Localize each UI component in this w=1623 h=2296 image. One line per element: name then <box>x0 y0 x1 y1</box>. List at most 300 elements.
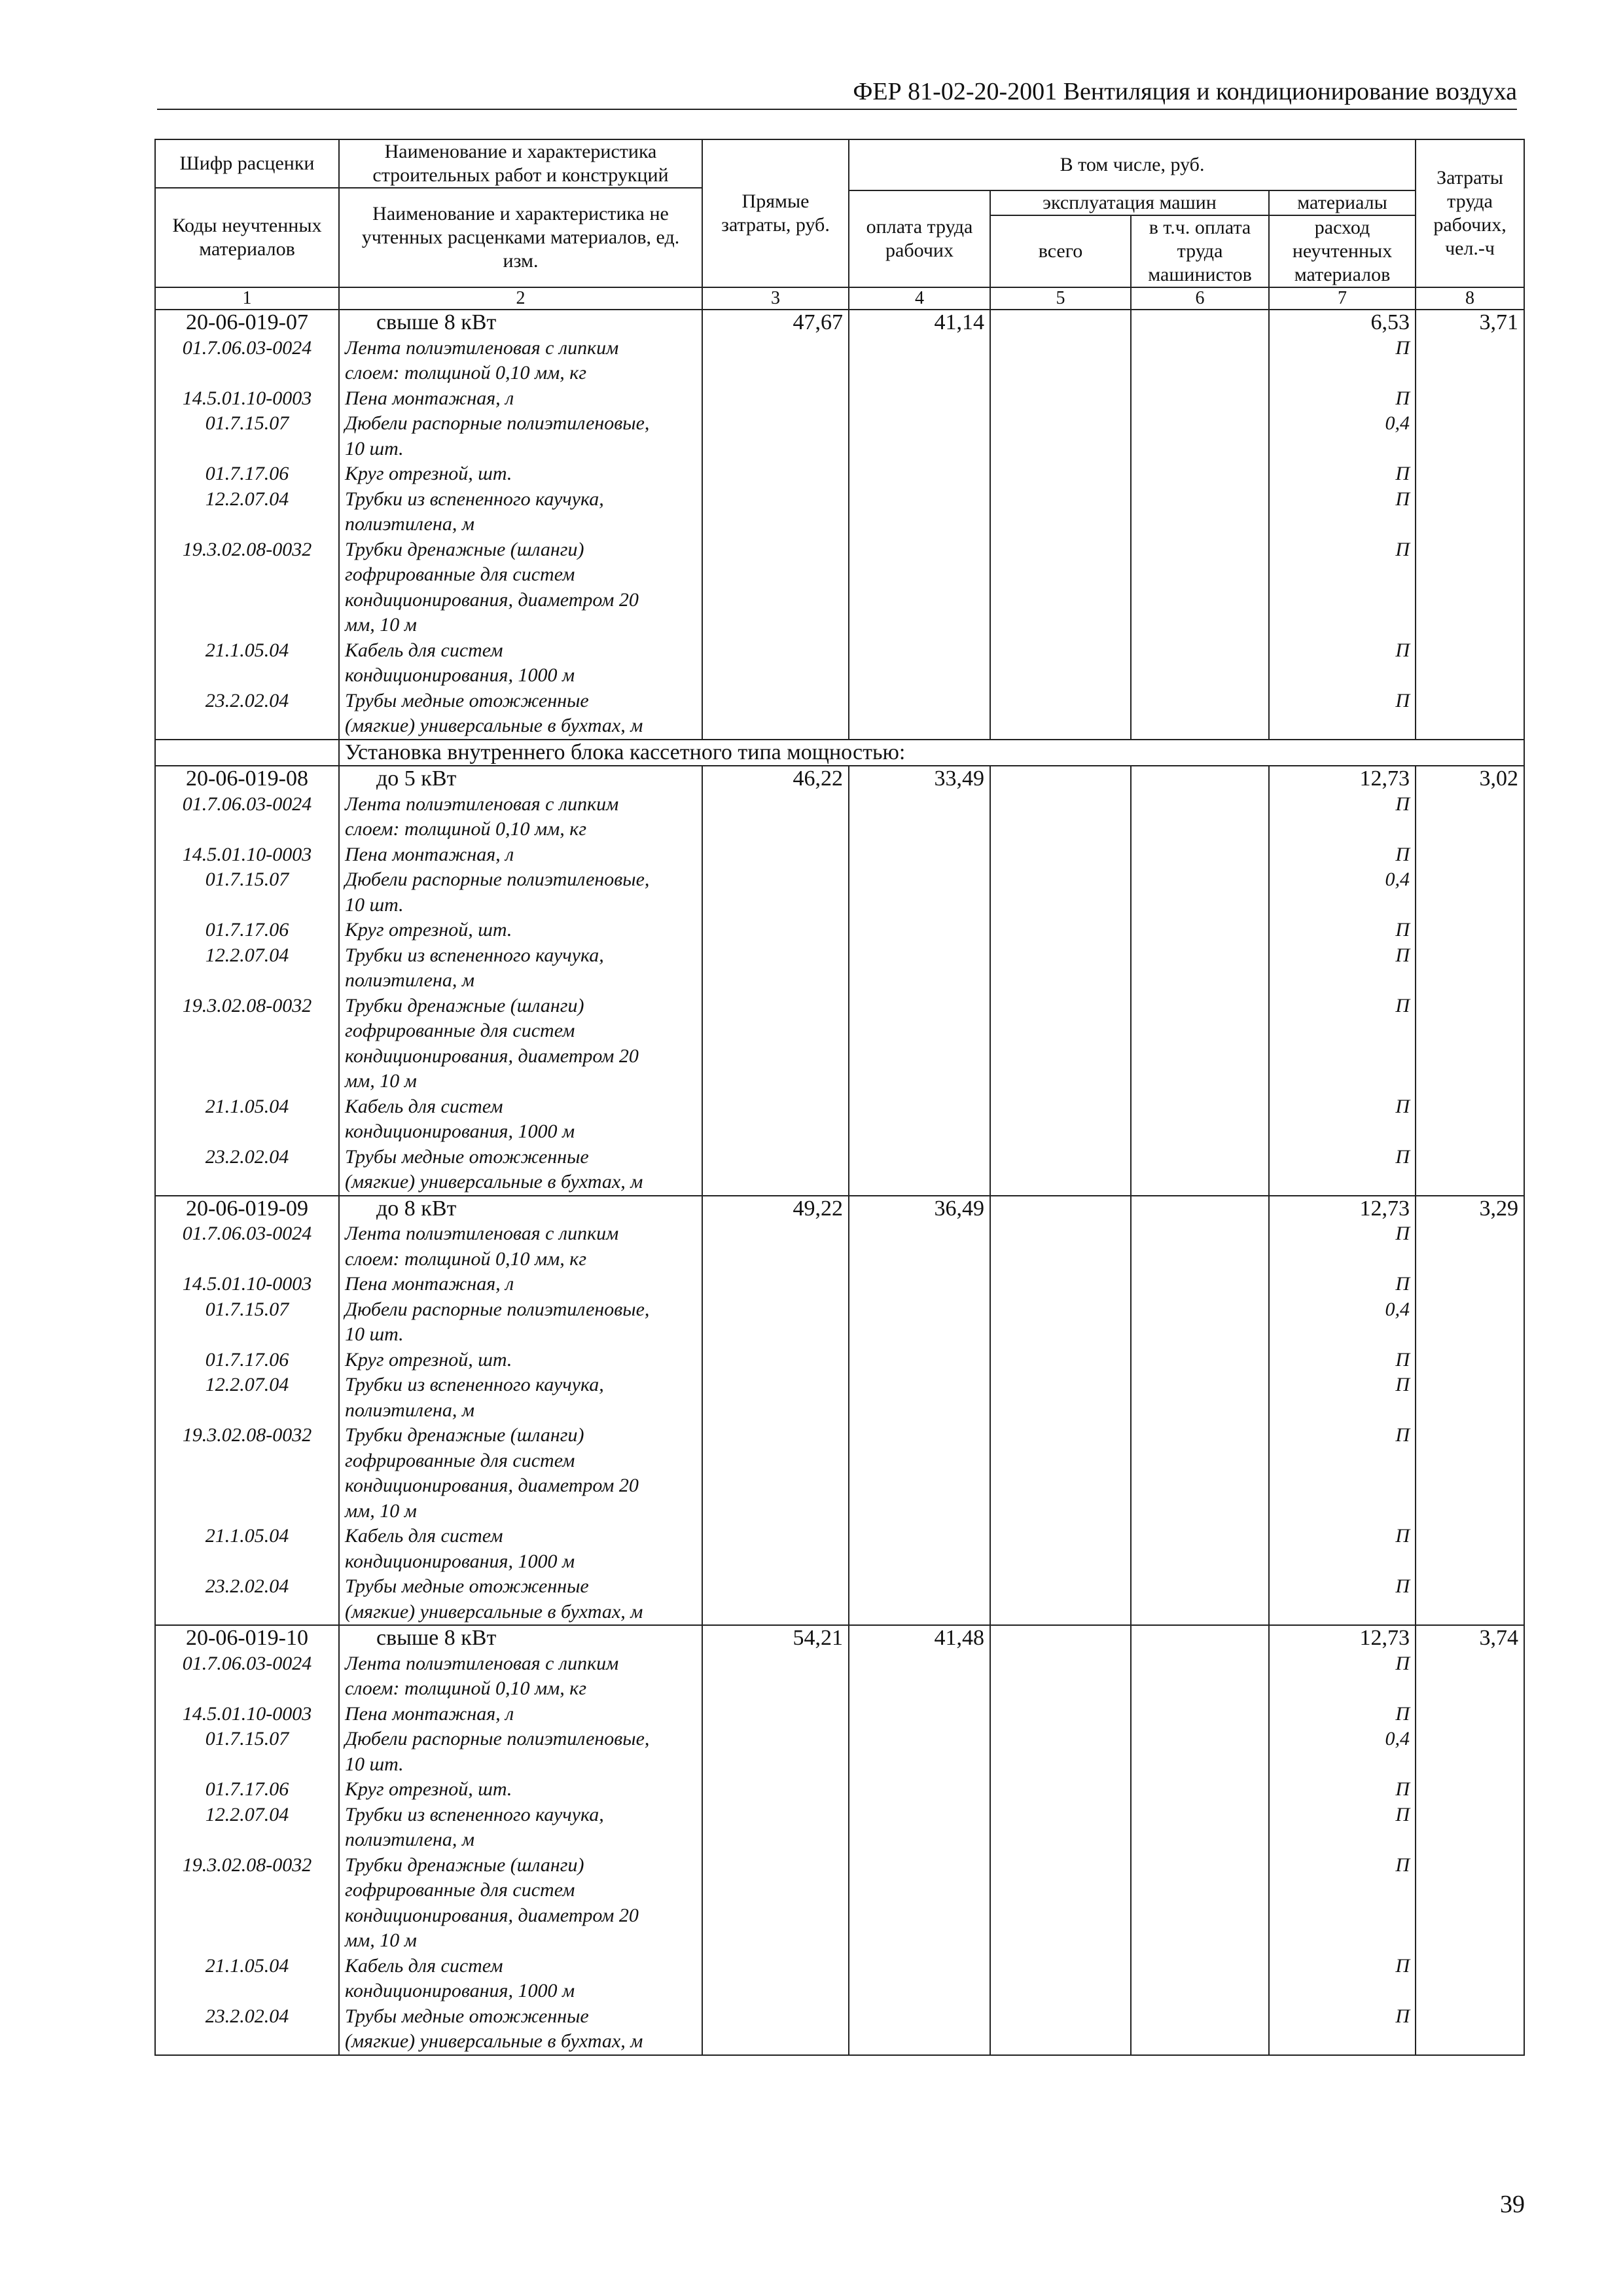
empty-cell <box>990 1903 1131 1929</box>
material-row <box>155 1803 1524 1828</box>
material-usage <box>1269 713 1416 740</box>
empty-cell <box>990 1651 1131 1677</box>
empty-cell <box>990 1752 1131 1778</box>
empty-cell <box>1416 1372 1524 1398</box>
material-code: 19.3.02.08-0032 <box>155 1423 339 1448</box>
empty-cell <box>1131 1827 1269 1853</box>
material-usage: П <box>1269 792 1416 817</box>
empty-cell <box>1416 1752 1524 1778</box>
empty-cell <box>990 1119 1131 1145</box>
empty-cell <box>702 1752 849 1778</box>
empty-cell <box>849 1398 990 1424</box>
rate-name: до 5 кВт <box>339 766 702 792</box>
empty-cell <box>990 588 1131 613</box>
empty-cell <box>849 1221 990 1247</box>
material-name: гофрированные для систем <box>339 1018 702 1044</box>
material-row <box>155 893 1524 918</box>
material-row <box>155 1499 1524 1524</box>
empty-cell <box>702 1777 849 1803</box>
empty-cell <box>1416 1928 1524 1954</box>
empty-cell <box>1416 1221 1524 1247</box>
empty-cell <box>702 1044 849 1069</box>
empty-cell <box>1416 361 1524 386</box>
material-usage: П <box>1269 1145 1416 1170</box>
material-row <box>155 1272 1524 1297</box>
material-usage <box>1269 361 1416 386</box>
material-row <box>155 1247 1524 1272</box>
material-usage: П <box>1269 1574 1416 1600</box>
material-name: слоем: толщиной 0,10 мм, кг <box>339 1247 702 1272</box>
empty-cell <box>990 893 1131 918</box>
material-row <box>155 2029 1524 2055</box>
empty-cell <box>702 1448 849 1474</box>
empty-cell <box>990 1827 1131 1853</box>
empty-cell <box>702 1145 849 1170</box>
material-row <box>155 1903 1524 1929</box>
material-name: Кабель для систем <box>339 1524 702 1549</box>
material-usage: 0,4 <box>1269 1727 1416 1752</box>
empty-cell <box>990 1600 1131 1626</box>
material-usage <box>1269 613 1416 638</box>
empty-cell <box>990 638 1131 664</box>
empty-cell <box>1131 1549 1269 1575</box>
material-code <box>155 1247 339 1272</box>
empty-cell <box>702 689 849 714</box>
material-usage: П <box>1269 689 1416 714</box>
empty-cell <box>849 663 990 689</box>
material-code: 21.1.05.04 <box>155 1954 339 1979</box>
material-code: 01.7.06.03-0024 <box>155 336 339 361</box>
material-usage: П <box>1269 2004 1416 2030</box>
machines-wages <box>1131 310 1269 336</box>
material-usage: П <box>1269 1372 1416 1398</box>
empty-cell <box>1416 613 1524 638</box>
material-code <box>155 817 339 842</box>
direct-costs: 47,67 <box>702 310 849 336</box>
empty-cell <box>702 2004 849 2030</box>
material-code: 14.5.01.10-0003 <box>155 386 339 412</box>
empty-cell <box>1416 1524 1524 1549</box>
empty-cell <box>1416 1954 1524 1979</box>
head-labor-costs: Затраты труда рабочих, чел.-ч <box>1416 139 1524 287</box>
empty-cell <box>1131 1297 1269 1323</box>
head-materials-usage: расход неучтенных материалов <box>1269 215 1416 287</box>
empty-cell <box>1416 1272 1524 1297</box>
empty-cell <box>1416 1094 1524 1120</box>
material-code <box>155 1119 339 1145</box>
material-name: Трубки из вспененного каучука, <box>339 1372 702 1398</box>
material-name: Трубы медные отожженные <box>339 1145 702 1170</box>
empty-cell <box>702 487 849 512</box>
material-usage <box>1269 1473 1416 1499</box>
material-code <box>155 2029 339 2055</box>
empty-cell <box>702 867 849 893</box>
material-row <box>155 1094 1524 1120</box>
empty-cell <box>990 1372 1131 1398</box>
empty-cell <box>1416 1600 1524 1626</box>
material-row <box>155 1044 1524 1069</box>
material-name: Круг отрезной, шт. <box>339 461 702 487</box>
empty-cell <box>702 1651 849 1677</box>
empty-cell <box>990 1398 1131 1424</box>
empty-cell <box>849 1954 990 1979</box>
empty-cell <box>1131 437 1269 462</box>
material-usage <box>1269 1247 1416 1272</box>
section-title: Установка внутреннего блока кассетного типа мощностью: <box>339 740 1524 766</box>
material-usage <box>1269 1018 1416 1044</box>
empty-cell <box>702 817 849 842</box>
empty-cell <box>849 994 990 1019</box>
empty-cell <box>1416 1423 1524 1448</box>
material-name: Пена монтажная, л <box>339 842 702 868</box>
empty-cell <box>702 1979 849 2004</box>
labor-costs: 3,29 <box>1416 1196 1524 1222</box>
empty-cell <box>849 1702 990 1727</box>
material-row <box>155 1954 1524 1979</box>
empty-cell <box>849 537 990 563</box>
material-row <box>155 1170 1524 1196</box>
empty-cell <box>849 1372 990 1398</box>
material-usage: П <box>1269 537 1416 563</box>
empty-cell <box>1131 1272 1269 1297</box>
empty-cell <box>1131 1499 1269 1524</box>
material-usage: 0,4 <box>1269 867 1416 893</box>
empty-cell <box>990 1928 1131 1954</box>
material-code: 19.3.02.08-0032 <box>155 1853 339 1878</box>
machines-total <box>990 766 1131 792</box>
empty-cell <box>1131 1777 1269 1803</box>
empty-cell <box>990 411 1131 437</box>
empty-cell <box>1131 512 1269 537</box>
material-name: Дюбели распорные полиэтиленовые, <box>339 867 702 893</box>
material-usage: 0,4 <box>1269 411 1416 437</box>
empty-cell <box>849 1853 990 1878</box>
material-row <box>155 713 1524 740</box>
empty-cell <box>849 588 990 613</box>
empty-cell <box>1416 1676 1524 1702</box>
material-row <box>155 437 1524 462</box>
empty-cell <box>990 1322 1131 1348</box>
material-name: слоем: толщиной 0,10 мм, кг <box>339 361 702 386</box>
material-code: 23.2.02.04 <box>155 1574 339 1600</box>
empty-cell <box>702 792 849 817</box>
empty-cell <box>1131 1878 1269 1903</box>
material-usage <box>1269 1827 1416 1853</box>
head-code-bottom: Коды неучтенных материалов <box>155 188 339 287</box>
empty-cell <box>990 386 1131 412</box>
empty-cell <box>1416 2029 1524 2055</box>
machines-wages <box>1131 766 1269 792</box>
rate-name: до 8 кВт <box>339 1196 702 1222</box>
material-code <box>155 1170 339 1196</box>
material-code: 14.5.01.10-0003 <box>155 1702 339 1727</box>
empty-cell <box>990 1878 1131 1903</box>
empty-cell <box>990 943 1131 969</box>
material-row <box>155 968 1524 994</box>
material-row <box>155 1473 1524 1499</box>
empty-cell <box>702 588 849 613</box>
material-row <box>155 2004 1524 2030</box>
empty-cell <box>990 1853 1131 1878</box>
material-code: 14.5.01.10-0003 <box>155 1272 339 1297</box>
empty-cell <box>1131 1752 1269 1778</box>
empty-cell <box>990 1094 1131 1120</box>
material-usage: П <box>1269 1954 1416 1979</box>
material-row <box>155 1676 1524 1702</box>
empty-cell <box>849 943 990 969</box>
empty-cell <box>1416 893 1524 918</box>
empty-cell <box>990 1954 1131 1979</box>
empty-cell <box>849 1018 990 1044</box>
material-usage: П <box>1269 1272 1416 1297</box>
material-row <box>155 1348 1524 1373</box>
empty-cell <box>1131 792 1269 817</box>
material-code <box>155 512 339 537</box>
material-name: слоем: толщиной 0,10 мм, кг <box>339 1676 702 1702</box>
empty-cell <box>849 613 990 638</box>
empty-cell <box>1416 1348 1524 1373</box>
machines-wages <box>1131 1625 1269 1651</box>
material-name: мм, 10 м <box>339 1928 702 1954</box>
empty-cell <box>990 461 1131 487</box>
empty-cell <box>702 2029 849 2055</box>
empty-cell <box>1131 1044 1269 1069</box>
empty-cell <box>1131 1348 1269 1373</box>
empty-cell <box>702 1272 849 1297</box>
empty-cell <box>1131 1651 1269 1677</box>
material-code <box>155 1600 339 1626</box>
empty-cell <box>1416 994 1524 1019</box>
empty-cell <box>702 537 849 563</box>
material-code <box>155 1044 339 1069</box>
material-code <box>155 1928 339 1954</box>
empty-cell <box>1416 689 1524 714</box>
empty-cell <box>849 1903 990 1929</box>
empty-cell <box>990 867 1131 893</box>
empty-cell <box>702 1803 849 1828</box>
material-code <box>155 437 339 462</box>
empty-cell <box>990 1549 1131 1575</box>
empty-cell <box>1131 1853 1269 1878</box>
empty-cell <box>1416 1903 1524 1929</box>
material-code <box>155 1069 339 1094</box>
empty-cell <box>702 411 849 437</box>
material-usage: П <box>1269 386 1416 412</box>
empty-cell <box>990 1170 1131 1196</box>
material-code: 12.2.07.04 <box>155 1803 339 1828</box>
empty-cell <box>1131 918 1269 943</box>
material-code <box>155 1499 339 1524</box>
material-usage <box>1269 512 1416 537</box>
empty-cell <box>1131 2029 1269 2055</box>
empty-cell <box>1131 842 1269 868</box>
empty-cell <box>1416 437 1524 462</box>
empty-cell <box>849 689 990 714</box>
empty-cell <box>849 968 990 994</box>
col-number: 1 <box>155 287 339 310</box>
col-number: 3 <box>702 287 849 310</box>
empty-cell <box>990 1473 1131 1499</box>
material-row <box>155 1018 1524 1044</box>
labor-costs: 3,71 <box>1416 310 1524 336</box>
head-materials: материалы <box>1269 190 1416 215</box>
empty-cell <box>702 1954 849 1979</box>
material-usage: П <box>1269 994 1416 1019</box>
empty-cell <box>990 2029 1131 2055</box>
material-name: Кабель для систем <box>339 1094 702 1120</box>
material-row <box>155 1524 1524 1549</box>
material-usage <box>1269 817 1416 842</box>
empty-cell <box>1131 1423 1269 1448</box>
empty-cell <box>1131 1903 1269 1929</box>
empty-cell <box>1131 1069 1269 1094</box>
material-code: 21.1.05.04 <box>155 1094 339 1120</box>
material-name: кондиционирования, 1000 м <box>339 1549 702 1575</box>
empty-cell <box>702 613 849 638</box>
col-number: 8 <box>1416 287 1524 310</box>
material-name: 10 шт. <box>339 1322 702 1348</box>
empty-cell <box>1131 537 1269 563</box>
empty-cell <box>1131 1322 1269 1348</box>
material-name: Кабель для систем <box>339 1954 702 1979</box>
empty-cell <box>1131 1727 1269 1752</box>
empty-cell <box>702 943 849 969</box>
material-name: Круг отрезной, шт. <box>339 918 702 943</box>
empty-cell <box>702 1348 849 1373</box>
empty-cell <box>1416 1473 1524 1499</box>
material-name: Трубки из вспененного каучука, <box>339 487 702 512</box>
material-row <box>155 689 1524 714</box>
empty-cell <box>1416 562 1524 588</box>
material-usage <box>1269 1398 1416 1424</box>
material-usage <box>1269 663 1416 689</box>
material-row <box>155 512 1524 537</box>
machines-wages <box>1131 1196 1269 1222</box>
empty-cell <box>702 512 849 537</box>
empty-cell <box>990 1018 1131 1044</box>
empty-cell <box>1131 1803 1269 1828</box>
empty-cell <box>1131 1600 1269 1626</box>
material-row <box>155 994 1524 1019</box>
empty-cell <box>990 1702 1131 1727</box>
empty-cell <box>1131 336 1269 361</box>
empty-cell <box>849 461 990 487</box>
empty-cell <box>849 1094 990 1120</box>
material-code: 01.7.06.03-0024 <box>155 1651 339 1677</box>
empty-cell <box>1416 411 1524 437</box>
material-usage <box>1269 437 1416 462</box>
empty-cell <box>1416 1777 1524 1803</box>
empty-cell <box>849 1524 990 1549</box>
empty-cell <box>702 1903 849 1929</box>
material-row <box>155 1145 1524 1170</box>
empty-cell <box>1131 638 1269 664</box>
material-usage <box>1269 2029 1416 2055</box>
material-name: кондиционирования, 1000 м <box>339 663 702 689</box>
empty-cell <box>990 1145 1131 1170</box>
empty-cell <box>1416 386 1524 412</box>
material-name: кондиционирования, диаметром 20 <box>339 1903 702 1929</box>
material-name: Кабель для систем <box>339 638 702 664</box>
material-code: 01.7.17.06 <box>155 1348 339 1373</box>
material-row <box>155 1398 1524 1424</box>
material-name: кондиционирования, диаметром 20 <box>339 588 702 613</box>
material-code <box>155 1018 339 1044</box>
empty-cell <box>849 1272 990 1297</box>
empty-cell <box>1131 663 1269 689</box>
empty-cell <box>990 1727 1131 1752</box>
direct-costs: 46,22 <box>702 766 849 792</box>
empty-cell <box>702 361 849 386</box>
empty-cell <box>849 361 990 386</box>
head-including: В том числе, руб. <box>849 139 1416 190</box>
material-usage <box>1269 1044 1416 1069</box>
empty-cell <box>1416 817 1524 842</box>
material-code <box>155 1398 339 1424</box>
material-usage: 0,4 <box>1269 1297 1416 1323</box>
material-usage: П <box>1269 1651 1416 1677</box>
material-row <box>155 1702 1524 1727</box>
material-usage: П <box>1269 487 1416 512</box>
material-code <box>155 1473 339 1499</box>
empty-cell <box>849 1549 990 1575</box>
empty-cell <box>702 1322 849 1348</box>
empty-cell <box>1131 2004 1269 2030</box>
material-usage: П <box>1269 1702 1416 1727</box>
empty-cell <box>990 1069 1131 1094</box>
empty-cell <box>1416 336 1524 361</box>
material-usage <box>1269 893 1416 918</box>
col-number: 4 <box>849 287 990 310</box>
empty-cell <box>990 1247 1131 1272</box>
empty-cell <box>702 1676 849 1702</box>
material-code: 23.2.02.04 <box>155 2004 339 2030</box>
material-row <box>155 792 1524 817</box>
empty-cell <box>849 1574 990 1600</box>
material-code <box>155 1322 339 1348</box>
head-name-top: Наименование и характеристика строительных работ и конструкций <box>339 139 702 188</box>
material-row <box>155 817 1524 842</box>
material-name: мм, 10 м <box>339 1069 702 1094</box>
empty-cell <box>990 1423 1131 1448</box>
material-name: Круг отрезной, шт. <box>339 1348 702 1373</box>
material-code: 12.2.07.04 <box>155 943 339 969</box>
material-row <box>155 1651 1524 1677</box>
empty-cell <box>702 1600 849 1626</box>
empty-cell <box>702 461 849 487</box>
materials-cost: 12,73 <box>1269 1625 1416 1651</box>
material-usage <box>1269 588 1416 613</box>
empty-cell <box>1416 918 1524 943</box>
material-code: 01.7.15.07 <box>155 867 339 893</box>
empty-cell <box>1416 1044 1524 1069</box>
empty-cell <box>702 386 849 412</box>
empty-cell <box>1131 361 1269 386</box>
table-body <box>155 310 1524 2055</box>
empty-cell <box>990 968 1131 994</box>
empty-cell <box>1131 1524 1269 1549</box>
empty-cell <box>702 1853 849 1878</box>
material-usage <box>1269 1676 1416 1702</box>
material-name: Трубки из вспененного каучука, <box>339 943 702 969</box>
material-code <box>155 893 339 918</box>
material-code <box>155 1549 339 1575</box>
material-code: 01.7.15.07 <box>155 1727 339 1752</box>
material-name: (мягкие) универсальные в бухтах, м <box>339 2029 702 2055</box>
empty-cell <box>1131 713 1269 740</box>
empty-cell <box>155 740 339 766</box>
empty-cell <box>849 1600 990 1626</box>
